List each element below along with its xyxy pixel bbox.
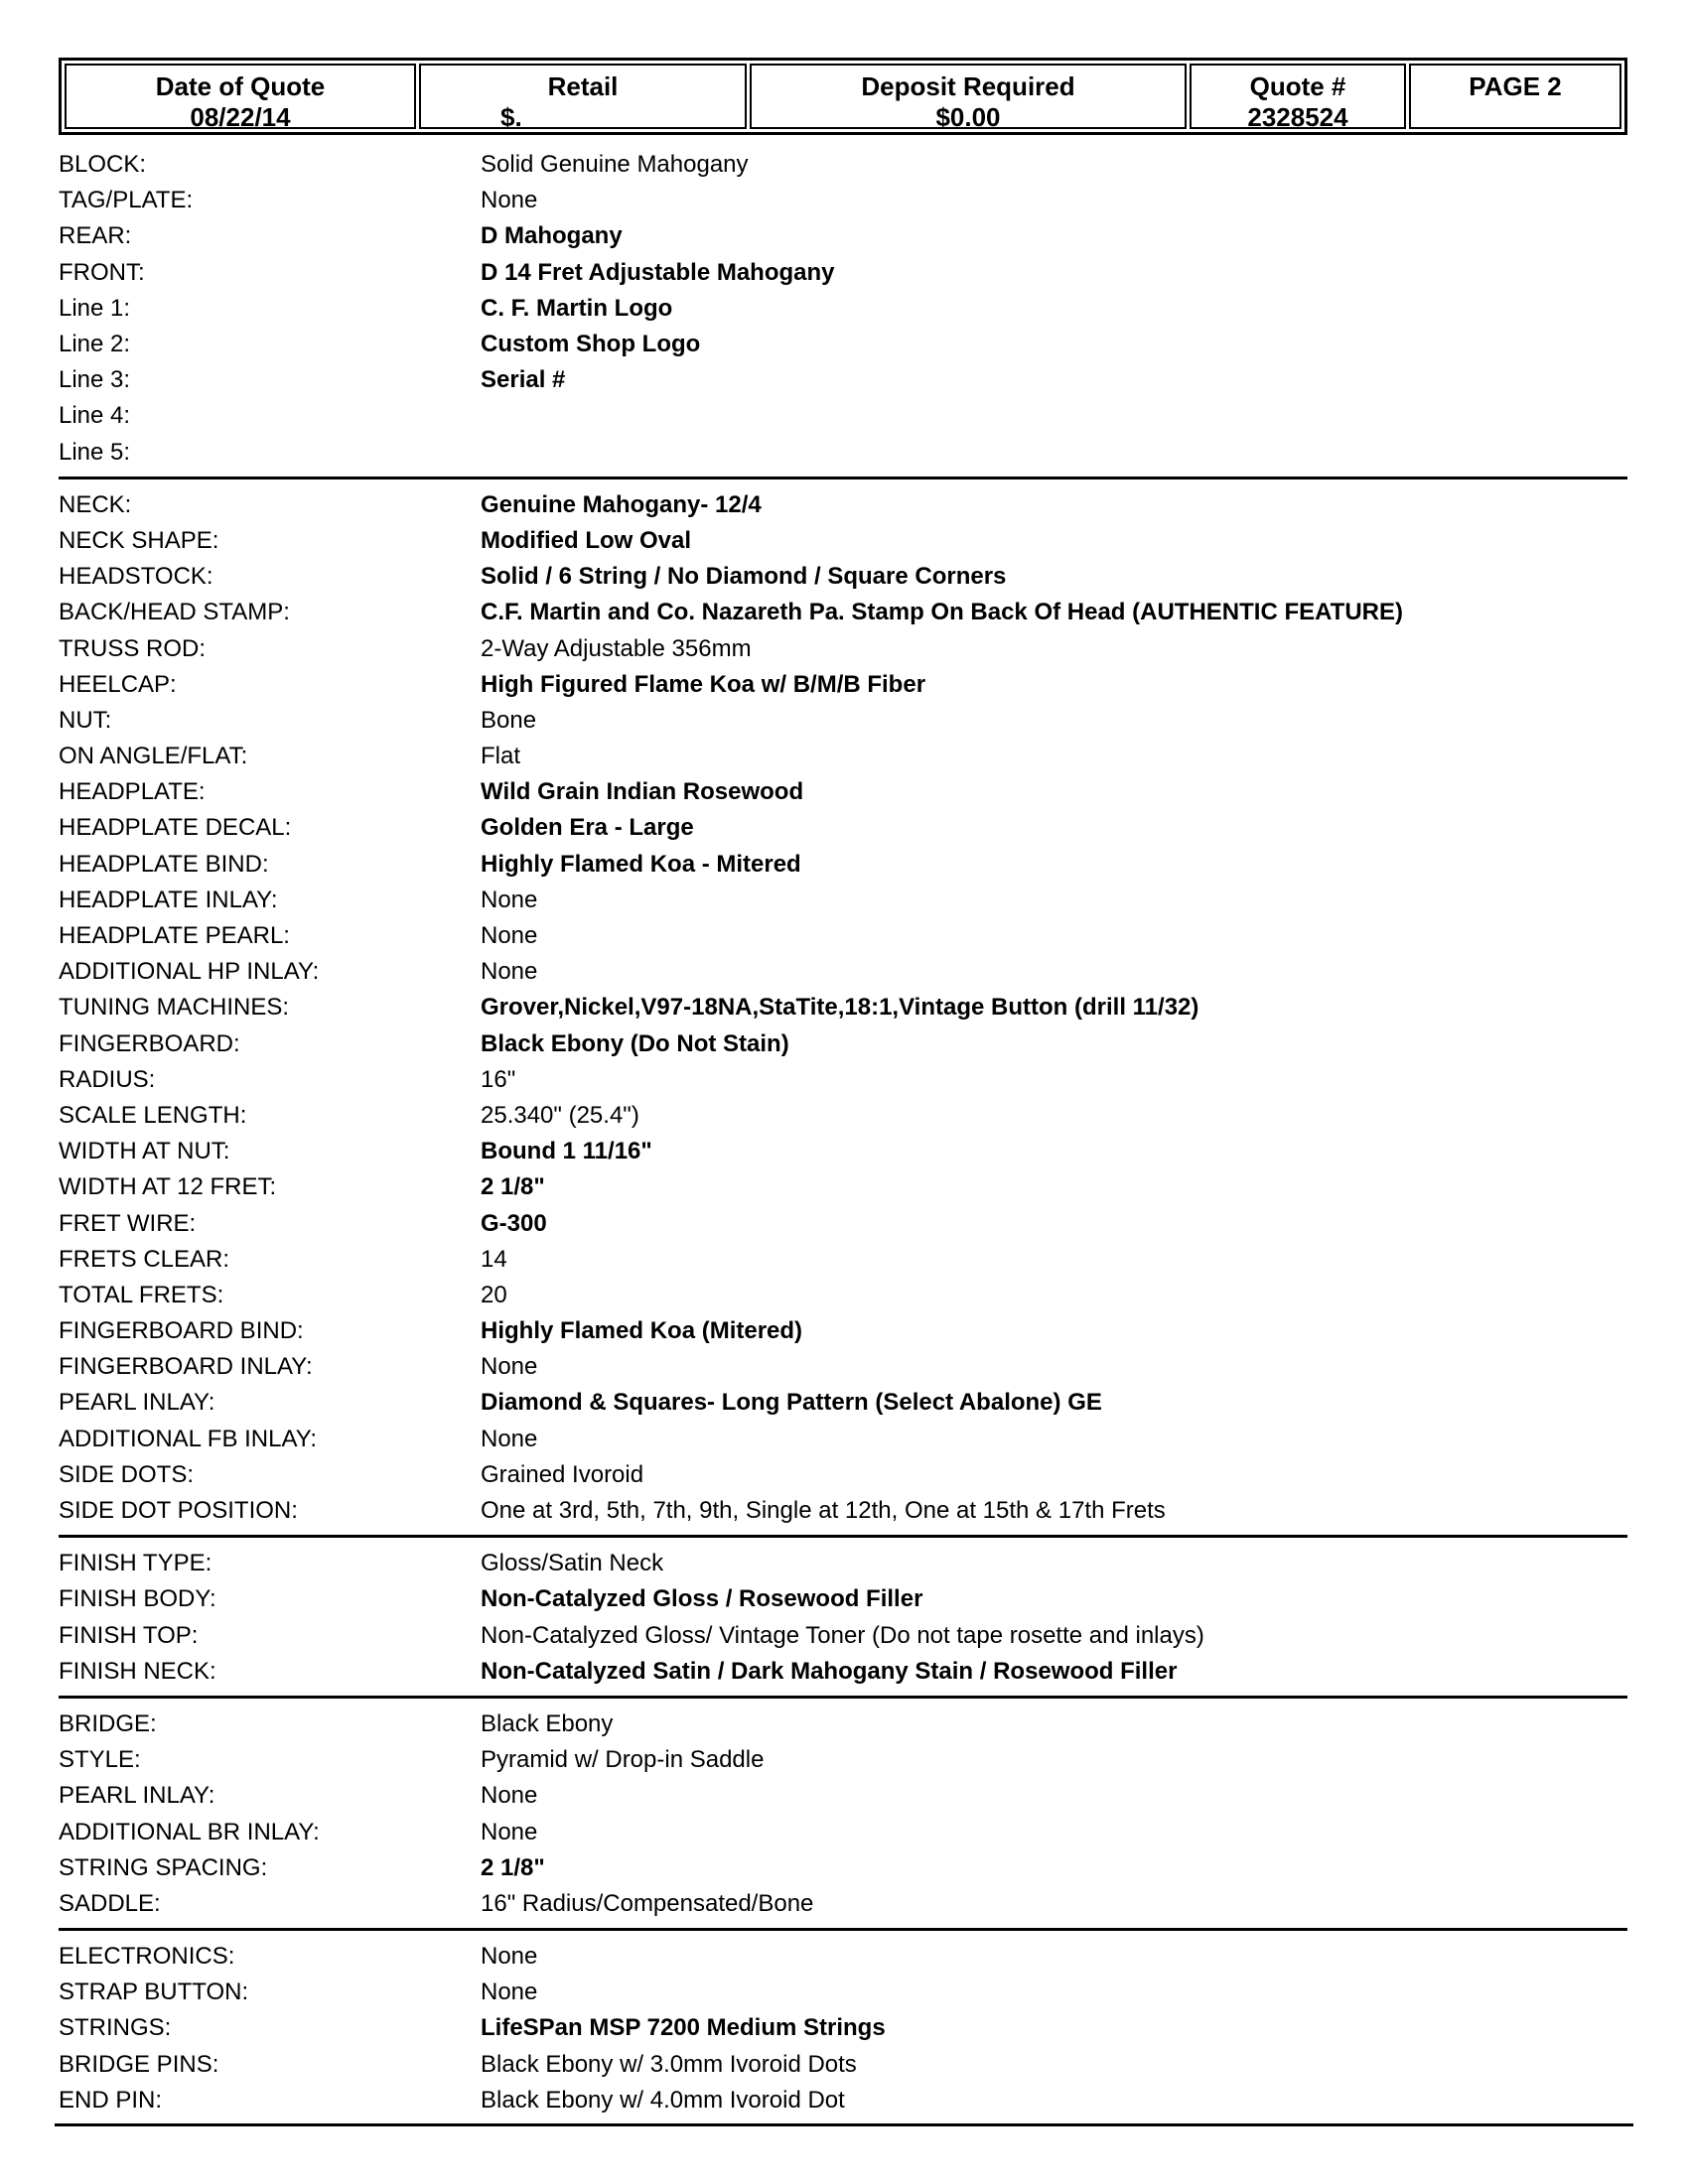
spec-row	[59, 1654, 1627, 1690]
spec-label: FRONT:	[59, 258, 145, 286]
spec-value: LifeSPan MSP 7200 Medium Strings	[481, 2014, 886, 2042]
spec-value: None	[481, 1353, 538, 1381]
spec-row	[59, 1062, 1627, 1098]
spec-row	[59, 630, 1627, 666]
spec-row	[59, 1939, 1627, 1975]
spec-value: Diamond & Squares- Long Pattern (Select Abalone) GE	[481, 1389, 1102, 1417]
spec-value: Golden Era - Large	[481, 814, 694, 842]
spec-value: Non-Catalyzed Gloss / Rosewood Filler	[481, 1585, 923, 1613]
spec-section	[59, 147, 1627, 479]
spec-section	[59, 1546, 1627, 1699]
spec-label: WIDTH AT NUT:	[59, 1138, 230, 1165]
spec-row	[59, 255, 1627, 291]
retail-cell	[419, 64, 747, 132]
spec-row	[59, 1242, 1627, 1278]
page-label: PAGE 2	[1469, 71, 1562, 101]
spec-label: END PIN:	[59, 2086, 163, 2114]
spec-value: None	[481, 922, 538, 950]
spec-value: Black Ebony w/ 4.0mm Ivoroid Dot	[481, 2086, 845, 2114]
spec-label: BRIDGE:	[59, 1709, 157, 1737]
spec-label: BRIDGE PINS:	[59, 2050, 219, 2078]
spec-value: D 14 Fret Adjustable Mahogany	[481, 258, 835, 286]
spec-row	[59, 559, 1627, 595]
spec-label: FINISH TOP:	[59, 1621, 199, 1649]
spec-value: Highly Flamed Koa - Mitered	[481, 850, 801, 878]
spec-label: SCALE LENGTH:	[59, 1101, 247, 1129]
spec-row	[59, 1546, 1627, 1581]
spec-row	[59, 739, 1627, 774]
spec-label: TRUSS ROD:	[59, 634, 207, 662]
spec-value: None	[481, 1943, 538, 1971]
spec-row	[59, 1134, 1627, 1169]
spec-value: Bound 1 11/16"	[481, 1138, 652, 1165]
spec-label: FINISH NECK:	[59, 1657, 216, 1685]
spec-value: Non-Catalyzed Gloss/ Vintage Toner (Do not tape rosette and inlays)	[481, 1621, 1204, 1649]
spec-row	[59, 1169, 1627, 1205]
spec-row	[59, 2047, 1627, 2083]
spec-value: 25.340" (25.4")	[481, 1101, 639, 1129]
spec-row	[59, 362, 1627, 398]
spec-label: BACK/HEAD STAMP:	[59, 599, 290, 626]
deposit-label: Deposit Required	[861, 71, 1075, 101]
spec-row	[59, 487, 1627, 523]
spec-row	[59, 918, 1627, 954]
spec-row	[59, 990, 1627, 1025]
spec-label: NECK:	[59, 490, 132, 518]
deposit-value: $0.00	[935, 102, 1001, 132]
spec-row	[59, 954, 1627, 990]
spec-section	[59, 487, 1627, 1538]
spec-label: HEADPLATE INLAY:	[59, 886, 278, 913]
spec-value: 2 1/8"	[481, 1173, 545, 1201]
spec-label: HEADPLATE PEARL:	[59, 922, 290, 950]
footer-divider	[55, 2123, 1633, 2126]
spec-label: STRINGS:	[59, 2014, 172, 2042]
spec-label: Line 2:	[59, 331, 131, 358]
spec-row	[59, 1098, 1627, 1134]
spec-label: SADDLE:	[59, 1889, 161, 1917]
spec-label: PEARL INLAY:	[59, 1389, 215, 1417]
spec-row	[59, 667, 1627, 703]
spec-label: PEARL INLAY:	[59, 1782, 215, 1810]
spec-value: C. F. Martin Logo	[481, 294, 673, 322]
spec-section	[59, 1939, 1627, 2124]
spec-value: None	[481, 1425, 538, 1452]
spec-row	[59, 1493, 1627, 1529]
spec-value: Flat	[481, 743, 521, 770]
retail-value: $.	[500, 102, 522, 132]
spec-label: ADDITIONAL BR INLAY:	[59, 1818, 320, 1845]
spec-label: REAR:	[59, 222, 132, 250]
spec-row	[59, 183, 1627, 218]
spec-row	[59, 1385, 1627, 1421]
spec-row	[59, 883, 1627, 918]
spec-label: HEADPLATE DECAL:	[59, 814, 292, 842]
spec-label: FINGERBOARD BIND:	[59, 1317, 304, 1345]
spec-value: Black Ebony	[481, 1709, 614, 1737]
spec-row	[59, 398, 1627, 434]
spec-label: FINISH BODY:	[59, 1585, 216, 1613]
spec-list	[59, 147, 1627, 2132]
spec-row	[59, 1975, 1627, 2010]
spec-label: HEADPLATE BIND:	[59, 850, 269, 878]
spec-value: None	[481, 1979, 538, 2006]
spec-value: High Figured Flame Koa w/ B/M/B Fiber	[481, 670, 926, 698]
spec-row	[59, 810, 1627, 846]
spec-value: Custom Shop Logo	[481, 331, 701, 358]
spec-label: Line 3:	[59, 366, 131, 394]
spec-label: TUNING MACHINES:	[59, 994, 290, 1022]
spec-label: Line 1:	[59, 294, 131, 322]
spec-value: 20	[481, 1281, 507, 1308]
spec-row	[59, 1422, 1627, 1457]
spec-row	[59, 147, 1627, 183]
spec-value: 16"	[481, 1065, 516, 1093]
spec-row	[59, 523, 1627, 559]
spec-row	[59, 1278, 1627, 1313]
retail-label: Retail	[547, 71, 619, 101]
spec-row	[59, 1742, 1627, 1778]
quote-value: 2328524	[1247, 102, 1348, 132]
spec-row	[59, 1618, 1627, 1654]
spec-value: 2 1/8"	[481, 1853, 545, 1881]
spec-section	[59, 1706, 1627, 1931]
spec-value: Gloss/Satin Neck	[481, 1550, 664, 1577]
spec-label: STYLE:	[59, 1746, 141, 1774]
spec-value: Modified Low Oval	[481, 526, 692, 554]
spec-value: None	[481, 187, 538, 214]
date-value: 08/22/14	[190, 102, 291, 132]
spec-label: FRET WIRE:	[59, 1209, 197, 1237]
spec-label: FINISH TYPE:	[59, 1550, 212, 1577]
date-label: Date of Quote	[155, 71, 326, 101]
spec-value: Pyramid w/ Drop-in Saddle	[481, 1746, 765, 1774]
spec-row	[59, 595, 1627, 630]
spec-value: 2-Way Adjustable 356mm	[481, 634, 752, 662]
quote-label: Quote #	[1249, 71, 1346, 101]
spec-row	[59, 1581, 1627, 1617]
spec-label: Line 5:	[59, 438, 131, 466]
spec-value: G-300	[481, 1209, 547, 1237]
spec-value: Serial #	[481, 366, 566, 394]
spec-value: Bone	[481, 706, 537, 734]
spec-row	[59, 1814, 1627, 1849]
spec-value: None	[481, 886, 538, 913]
spec-row	[59, 327, 1627, 362]
spec-row	[59, 1349, 1627, 1385]
spec-row	[59, 435, 1627, 471]
spec-value: One at 3rd, 5th, 7th, 9th, Single at 12th, One at 15th & 17th Frets	[481, 1497, 1166, 1525]
spec-row	[59, 1026, 1627, 1062]
spec-value: Grover,Nickel,V97-18NA,StaTite,18:1,Vintage Button (drill 11/32)	[481, 994, 1199, 1022]
spec-label: NECK SHAPE:	[59, 526, 219, 554]
spec-value: Solid / 6 String / No Diamond / Square Corners	[481, 563, 1007, 591]
spec-value: Highly Flamed Koa (Mitered)	[481, 1317, 803, 1345]
spec-label: Line 4:	[59, 402, 131, 430]
spec-label: ADDITIONAL HP INLAY:	[59, 958, 320, 986]
spec-value: Genuine Mahogany- 12/4	[481, 490, 762, 518]
spec-value: None	[481, 958, 538, 986]
spec-value: Grained Ivoroid	[481, 1460, 644, 1488]
quote-number-cell	[1190, 64, 1406, 132]
spec-row	[59, 291, 1627, 327]
deposit-cell	[750, 64, 1187, 132]
quote-header	[59, 58, 1627, 135]
spec-label: HEELCAP:	[59, 670, 177, 698]
spec-label: ON ANGLE/FLAT:	[59, 743, 248, 770]
spec-label: TOTAL FRETS:	[59, 1281, 224, 1308]
spec-value: Non-Catalyzed Satin / Dark Mahogany Stain / Rosewood Filler	[481, 1657, 1178, 1685]
spec-label: RADIUS:	[59, 1065, 156, 1093]
spec-row	[59, 1205, 1627, 1241]
spec-label: HEADPLATE:	[59, 778, 206, 806]
spec-label: HEADSTOCK:	[59, 563, 213, 591]
spec-row	[59, 1457, 1627, 1493]
spec-label: SIDE DOT POSITION:	[59, 1497, 298, 1525]
spec-label: WIDTH AT 12 FRET:	[59, 1173, 277, 1201]
spec-label: FINGERBOARD INLAY:	[59, 1353, 313, 1381]
spec-label: STRAP BUTTON:	[59, 1979, 249, 2006]
spec-label: TAG/PLATE:	[59, 187, 194, 214]
spec-value: None	[481, 1818, 538, 1845]
spec-label: FRETS CLEAR:	[59, 1245, 230, 1273]
spec-label: BLOCK:	[59, 151, 147, 179]
spec-value: Wild Grain Indian Rosewood	[481, 778, 804, 806]
spec-row	[59, 774, 1627, 810]
spec-value: Black Ebony (Do Not Stain)	[481, 1029, 789, 1057]
spec-label: ELECTRONICS:	[59, 1943, 235, 1971]
spec-row	[59, 703, 1627, 739]
spec-label: NUT:	[59, 706, 112, 734]
spec-row	[59, 2083, 1627, 2118]
spec-row	[59, 1706, 1627, 1742]
spec-row	[59, 218, 1627, 254]
date-of-quote-cell	[65, 64, 416, 132]
spec-value: C.F. Martin and Co. Nazareth Pa. Stamp On Back Of Head (AUTHENTIC FEATURE)	[481, 599, 1403, 626]
spec-value: None	[481, 1782, 538, 1810]
spec-value: 16" Radius/Compensated/Bone	[481, 1889, 814, 1917]
spec-row	[59, 1850, 1627, 1886]
spec-label: FINGERBOARD:	[59, 1029, 240, 1057]
spec-label: ADDITIONAL FB INLAY:	[59, 1425, 318, 1452]
spec-value: D Mahogany	[481, 222, 623, 250]
spec-row	[59, 1313, 1627, 1349]
spec-row	[59, 847, 1627, 883]
spec-value: Black Ebony w/ 3.0mm Ivoroid Dots	[481, 2050, 857, 2078]
spec-row	[59, 2010, 1627, 2046]
spec-row	[59, 1778, 1627, 1814]
spec-label: SIDE DOTS:	[59, 1460, 195, 1488]
page-number-cell	[1409, 64, 1621, 129]
spec-value: 14	[481, 1245, 507, 1273]
spec-value: Solid Genuine Mahogany	[481, 151, 749, 179]
spec-label: STRING SPACING:	[59, 1853, 268, 1881]
spec-row	[59, 1886, 1627, 1922]
